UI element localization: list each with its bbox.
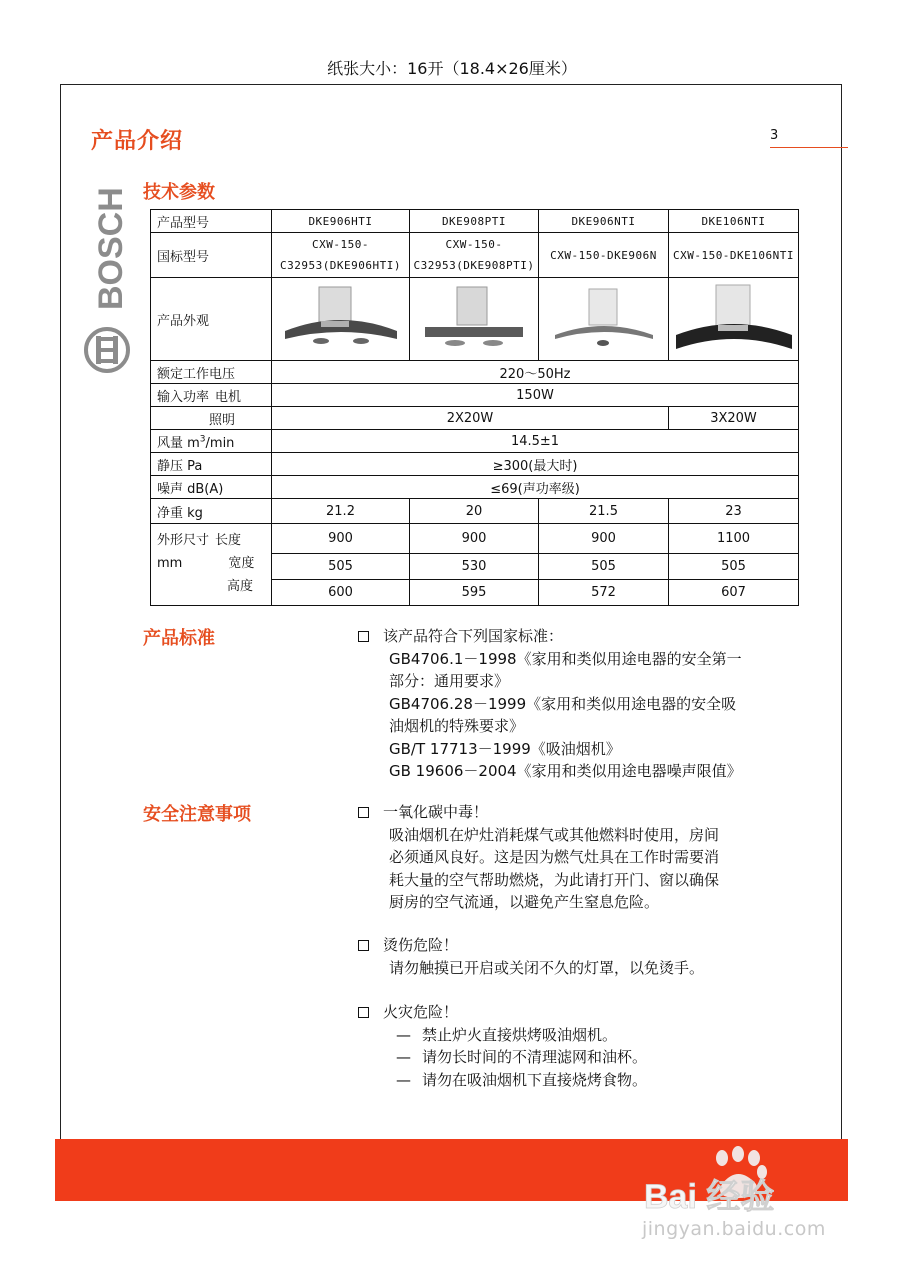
model-cell: DKE106NTI <box>669 210 799 233</box>
warning-line: 厨房的空气流通，以避免产生窒息危险。 <box>389 893 660 911</box>
burn-warning-block <box>358 934 798 979</box>
hood-image-cell <box>272 278 410 361</box>
row-label-noise: 噪声 dB(A) <box>151 476 272 499</box>
standard-line: GB4706.28－1999《家用和类似用途电器的安全吸 <box>389 694 737 713</box>
model-cell: DKE906HTI <box>272 210 410 233</box>
table-row <box>151 384 799 407</box>
list-item: 该产品符合下列国家标准： <box>358 625 798 648</box>
height-cell: 595 <box>410 580 539 606</box>
width-cell: 505 <box>539 554 669 580</box>
national-model-cell: CXW-150-DKE906N <box>539 233 669 278</box>
warning-line: — 请勿在吸油烟机下直接烧烤食物。 <box>396 1070 648 1089</box>
hood-image-cell <box>410 278 539 361</box>
national-model-cell: CXW-150-C32953(DKE906HTI) <box>272 233 410 278</box>
length-cell: 900 <box>539 524 669 554</box>
warning-line: 请勿触摸已开启或关闭不久的灯罩，以免烫手。 <box>389 958 705 977</box>
bosch-wordmark: BOSCH <box>92 187 130 310</box>
lighting-value: 2X20W <box>272 407 669 430</box>
airflow-value: 14.5±1 <box>272 430 799 453</box>
table-row <box>151 453 799 476</box>
width-cell: 505 <box>669 554 799 580</box>
row-label-weight: 净重 kg <box>151 499 272 524</box>
height-cell: 607 <box>669 580 799 606</box>
model-cell: DKE908PTI <box>410 210 539 233</box>
co-warning-block <box>358 801 798 914</box>
voltage-value: 220～50Hz <box>272 361 799 384</box>
table-row <box>151 407 799 430</box>
row-label-dims: 外形尺寸 长度 mm 宽度 高度 <box>151 524 272 606</box>
range-hood-image <box>549 281 659 353</box>
table-row <box>151 476 799 499</box>
standard-line: GB/T 17713－1999《吸油烟机》 <box>389 739 621 758</box>
length-cell: 900 <box>272 524 410 554</box>
length-cell: 900 <box>410 524 539 554</box>
standard-line: 部分：通用要求》 <box>389 672 510 690</box>
hood-image-cell <box>669 278 799 361</box>
paper-size-note: 纸张大小：16开（18.4×26厘米） <box>327 59 577 78</box>
list-item: 火灾危险！ <box>358 1001 798 1024</box>
row-label-airflow: 风量 $m^3/\min$ <box>151 430 272 453</box>
table-row <box>151 233 799 278</box>
pressure-value: ≥300(最大时) <box>272 453 799 476</box>
table-row <box>151 524 799 554</box>
row-label-power: 输入功率 电机 <box>151 384 272 407</box>
fire-warning-block <box>358 1001 798 1091</box>
row-label-lighting: 照明 <box>151 407 272 430</box>
watermark-logo-text: Bai 经验 <box>644 1178 775 1216</box>
national-model-cell: CXW-150-C32953(DKE908PTI) <box>410 233 539 278</box>
model-cell: DKE906NTI <box>539 210 669 233</box>
safety-title: 安全注意事项 <box>143 804 251 825</box>
lighting-value: 3X20W <box>669 407 799 430</box>
range-hood-image <box>281 281 401 353</box>
warning-line: 吸油烟机在炉灶消耗煤气或其他燃料时使用，房间 <box>389 825 720 844</box>
table-row <box>151 430 799 453</box>
checkbox-bullet-icon <box>358 631 369 642</box>
table-row <box>151 361 799 384</box>
warning-line: — 请勿长时间的不清理滤网和油杯。 <box>396 1048 648 1066</box>
range-hood-image <box>672 279 796 355</box>
hood-image-cell <box>539 278 669 361</box>
row-label-model: 产品型号 <box>151 210 272 233</box>
spec-table <box>150 209 799 606</box>
standard-line: GB 19606－2004《家用和类似用途电器噪声限值》 <box>389 762 742 780</box>
weight-cell: 21.5 <box>539 499 669 524</box>
list-item: 一氧化碳中毒！ <box>358 801 798 824</box>
national-model-cell: CXW-150-DKE106NTI <box>669 233 799 278</box>
range-hood-image <box>419 281 529 353</box>
table-row <box>151 210 799 233</box>
list-item: 烫伤危险！ <box>358 934 798 957</box>
table-row <box>151 499 799 524</box>
row-label-appearance: 产品外观 <box>151 278 272 361</box>
page-number-rule <box>770 147 848 148</box>
weight-cell: 20 <box>410 499 539 524</box>
checkbox-bullet-icon <box>358 940 369 951</box>
tech-spec-title: 技术参数 <box>143 182 215 203</box>
table-row <box>151 278 799 361</box>
warning-line: 耗大量的空气帮助燃烧，为此请打开门、窗以确保 <box>389 870 720 889</box>
page-number: 3 <box>770 128 779 143</box>
bosch-logo <box>80 172 136 382</box>
checkbox-bullet-icon <box>358 807 369 818</box>
standard-line: GB4706.1－1998《家用和类似用途电器的安全第一 <box>389 649 742 668</box>
row-label-national: 国标型号 <box>151 233 272 278</box>
warning-line: — 禁止炉火直接烘烤吸油烟机。 <box>396 1025 618 1044</box>
checkbox-bullet-icon <box>358 1007 369 1018</box>
row-label-pressure: 静压 Pa <box>151 453 272 476</box>
length-cell: 1100 <box>669 524 799 554</box>
width-cell: 505 <box>272 554 410 580</box>
height-cell: 572 <box>539 580 669 606</box>
weight-cell: 21.2 <box>272 499 410 524</box>
standard-line: 油烟机的特殊要求》 <box>389 717 525 735</box>
height-cell: 600 <box>272 580 410 606</box>
bosch-armature-icon <box>86 329 128 371</box>
watermark-url: jingyan.baidu.com <box>642 1218 826 1240</box>
row-label-voltage: 额定工作电压 <box>151 361 272 384</box>
page-title: 产品介绍 <box>91 129 184 154</box>
standards-title: 产品标准 <box>143 628 215 649</box>
width-cell: 530 <box>410 554 539 580</box>
motor-power-value: 150W <box>272 384 799 407</box>
warning-line: 必须通风良好。这是因为燃气灶具在工作时需要消 <box>389 848 720 866</box>
standards-block <box>358 625 798 783</box>
weight-cell: 23 <box>669 499 799 524</box>
noise-value: ≤69(声功率级) <box>272 476 799 499</box>
